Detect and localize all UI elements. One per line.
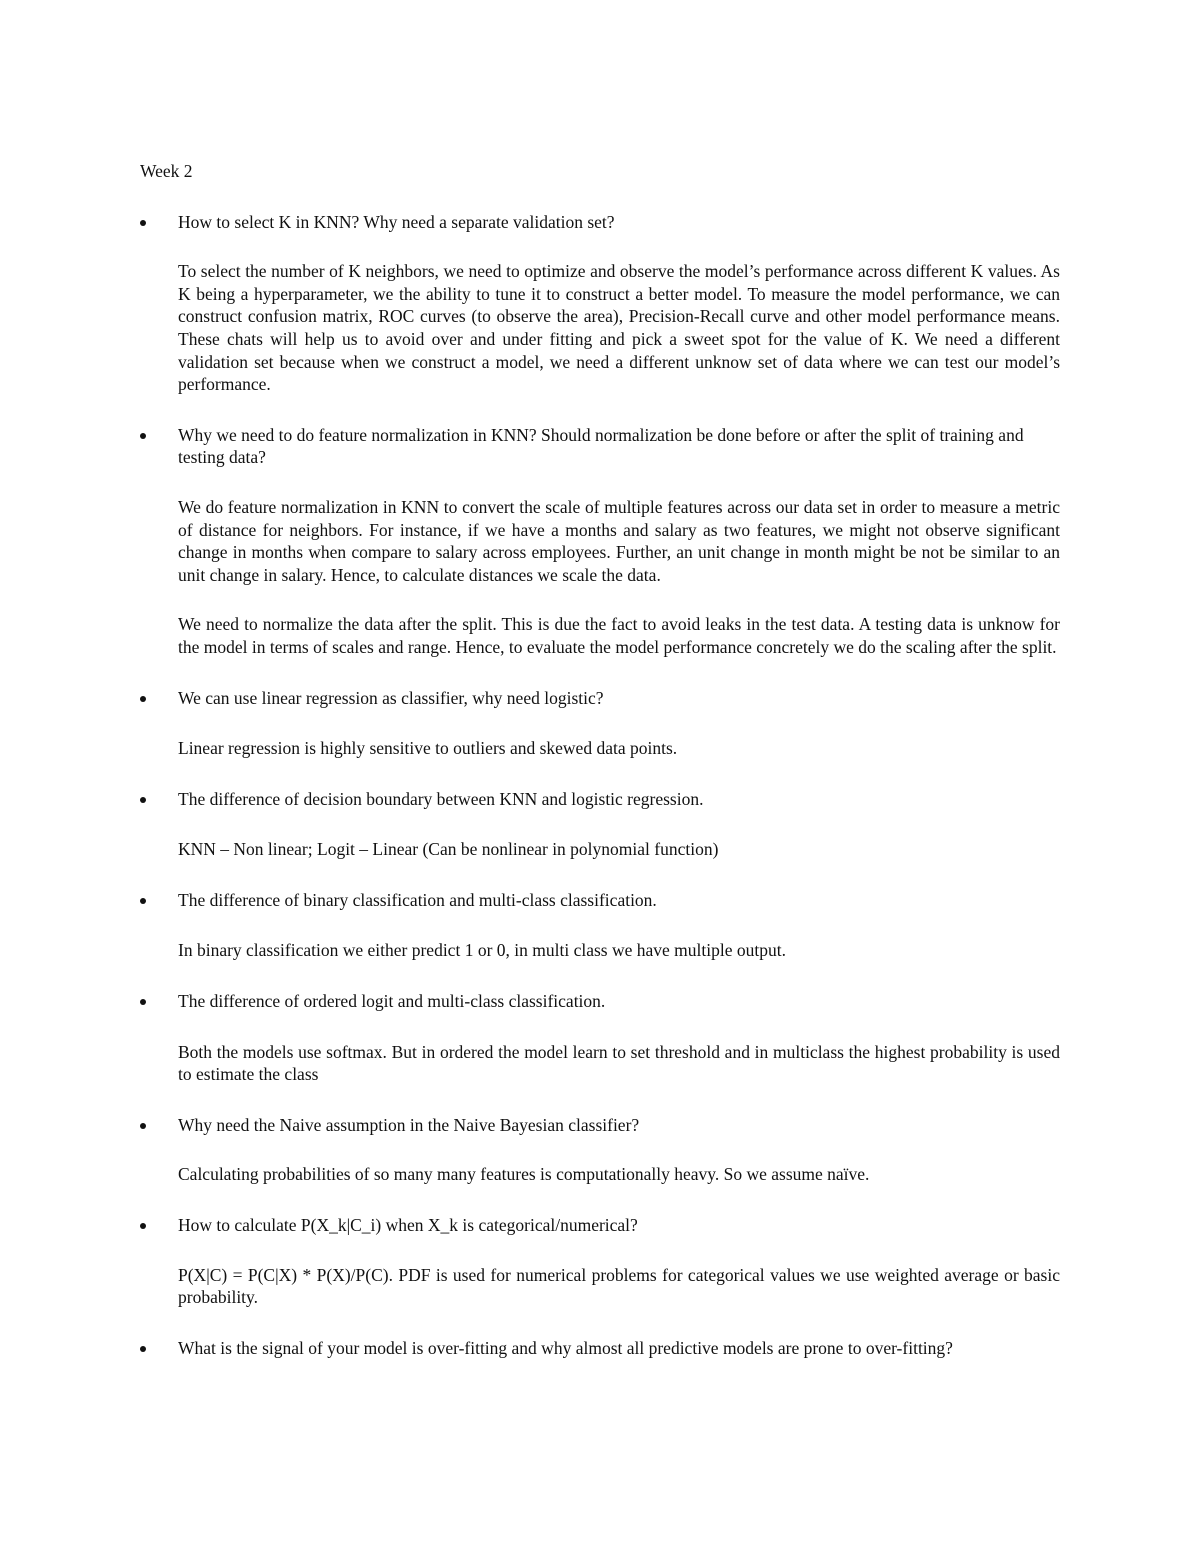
question-text: Why need the Naive assumption in the Naive Bayesian classifier? xyxy=(178,1114,640,1135)
question-item xyxy=(140,889,1060,962)
question-text: What is the signal of your model is over-fitting and why almost all predictive models are prone to over-fitting? xyxy=(178,1337,953,1358)
bullet-icon xyxy=(140,898,146,904)
question-item xyxy=(140,788,1060,861)
question-text: The difference of binary classification and multi-class classification. xyxy=(178,889,657,910)
question-item xyxy=(140,211,1060,396)
bullet-icon xyxy=(140,999,146,1005)
answer-text: We do feature normalization in KNN to convert the scale of multiple features across our data set in order to measure a metric of distance for neighbors. For instance, if we have a months and salary as two features, we might not observe significant change in months when compare to salary across employees. Further, an unit change in month might be not be similar to an unit change in salary. Hence, to calculate distances we scale the data. xyxy=(178,496,1060,585)
answer-text: Both the models use softmax. But in ordered the model learn to set threshold and in multiclass the highest probability is used to estimate the class xyxy=(178,1041,1060,1085)
answer-text: We need to normalize the data after the split. This is due the fact to avoid leaks in the test data. A testing data is unknow for the model in terms of scales and range. Hence, to evaluate the model performance concretely we do the scaling after the split. xyxy=(178,614,1060,657)
answer-text: KNN – Non linear; Logit – Linear (Can be nonlinear in polynomial function) xyxy=(178,839,719,860)
document-heading: Week 2 xyxy=(140,161,193,181)
question-item xyxy=(140,1214,1060,1309)
question-text: How to calculate P(X_k|C_i) when X_k is categorical/numerical? xyxy=(178,1215,638,1236)
question-text: How to select K in KNN? Why need a separate validation set? xyxy=(178,211,615,232)
question-item xyxy=(140,1114,1060,1186)
answer-text: Calculating probabilities of so many many features is computationally heavy. So we assume naïve. xyxy=(178,1164,870,1185)
answer-text: In binary classification we either predict 1 or 0, in multi class we have multiple output. xyxy=(178,940,786,961)
question-text: Why we need to do feature normalization in KNN? Should normalization be done before or after the split of training and testing data? xyxy=(178,424,1024,468)
bullet-icon xyxy=(140,1223,146,1229)
question-item xyxy=(140,1337,1060,1360)
question-list xyxy=(140,211,1060,1360)
bullet-icon xyxy=(140,1346,146,1352)
answer-text: To select the number of K neighbors, we need to optimize and observe the model’s performance across different K values. As K being a hyperparameter, we the ability to tune it to construct a better model. To measure the model performance, we can construct confusion matrix, ROC curves (to observe the area), Precision-Recall curve and other model performance means. These chats will help us to avoid over and under fitting and pick a sweet spot for the value of K. We need a different validation set because when we construct a model, we need a different unknow set of data where we can test our model’s performance. xyxy=(178,261,1060,395)
answer-text: Linear regression is highly sensitive to outliers and skewed data points. xyxy=(178,738,678,759)
question-item xyxy=(140,687,1060,760)
question-text: We can use linear regression as classifier, why need logistic? xyxy=(178,687,604,708)
bullet-icon xyxy=(140,1123,146,1129)
bullet-icon xyxy=(140,220,146,226)
document-body xyxy=(140,160,1060,1359)
bullet-icon xyxy=(140,696,146,702)
question-item xyxy=(140,424,1060,659)
bullet-icon xyxy=(140,433,146,439)
answer-text: P(X|C) = P(C|X) * P(X)/P(C). PDF is used for numerical problems for categorical values we use weighted average or basic probability. xyxy=(178,1264,1060,1308)
question-text: The difference of ordered logit and multi-class classification. xyxy=(178,991,606,1012)
bullet-icon xyxy=(140,797,146,803)
question-item xyxy=(140,990,1060,1086)
question-text: The difference of decision boundary between KNN and logistic regression. xyxy=(178,788,704,809)
